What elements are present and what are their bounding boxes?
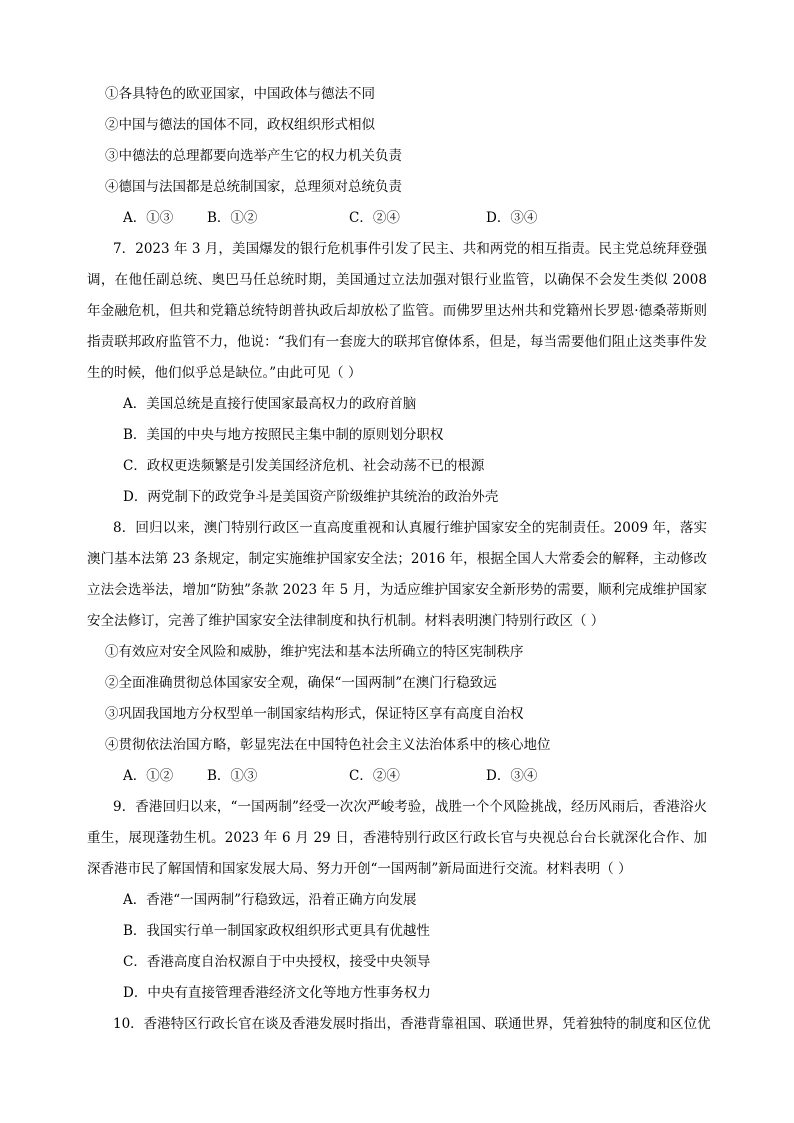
question-9 <box>87 792 707 1009</box>
q7-choice-b: B．美国的中央与地方按照民主集中制的原则划分职权 <box>123 427 444 443</box>
q8-stem: 8．回归以来，澳门特别行政区一直高度重视和认真履行维护国家安全的宪制责任。2009 年，落实澳门基本法第 23 条规定，制定实施维护国家安全法；2016 年，根据全国人大常委会的解释，主动修改立法会选举法，增加“防独”条款 2023 年 5 月，为适应维护国家安全新形势的需要，顺利完成维护国家安全法修订，完善了维护国家安全法律制度和执行机制。材料表明澳门特别行政区（ ） <box>87 520 707 629</box>
q8-option-3: ③巩固我国地方分权型单一制国家结构形式，保证特区享有高度自治权 <box>105 706 524 722</box>
q6-answer-c: C．②④ <box>349 210 400 226</box>
q9-choice-c: C．香港高度自治权源自于中央授权，接受中央领导 <box>123 954 431 970</box>
q10-stem: 10．香港特区行政长官在谈及香港发展时指出，香港背靠祖国、联通世界，凭着独特的制度和区位优 <box>113 1016 711 1032</box>
q9-choice-b: B．我国实行单一制国家政权组织形式更具有优越性 <box>123 923 430 939</box>
page-content <box>87 79 711 1040</box>
q6-answer-d: D．③④ <box>486 210 538 226</box>
q7-choice-a: A．美国总统是直接行使国家最高权力的政府首脑 <box>123 396 417 412</box>
q8-option-4: ④贯彻依法治国方略，彰显宪法在中国特色社会主义法治体系中的核心地位 <box>105 737 551 753</box>
q7-choice-d: D．两党制下的政党争斗是美国资产阶级维护其统治的政治外壳 <box>123 489 499 505</box>
q8-option-1: ①有效应对安全风险和威胁，维护宪法和基本法所确立的特区宪制秩序 <box>105 644 524 660</box>
q8-answer-a: A．①② <box>123 768 174 784</box>
question-8 <box>87 513 707 792</box>
q6-option-4: ④德国与法国都是总统制国家，总理须对总统负责 <box>105 179 402 195</box>
question-10 <box>87 1009 711 1040</box>
question-7 <box>87 234 707 513</box>
q9-choice-d: D．中央有直接管理香港经济文化等地方性事务权力 <box>123 985 431 1001</box>
q6-answer-b: B．①② <box>207 210 258 226</box>
q8-answer-b: B．①③ <box>207 768 258 784</box>
q6-option-2: ②中国与德法的国体不同，政权组织形式相似 <box>105 117 375 133</box>
q6-option-1: ①各具特色的欧亚国家，中国政体与德法不同 <box>105 86 375 102</box>
q7-stem: 7．2023 年 3 月，美国爆发的银行危机事件引发了民主、共和两党的相互指责。民主党总统拜登强调，在他任副总统、奥巴马任总统时期，美国通过立法加强对银行业监管，以确保不会发生类似 2008 年金融危机，但共和党籍总统特朗普执政后却放松了监管。而佛罗里达州共和党籍州长罗恩·德桑蒂斯则指责联邦政府监管不力，他说：“我们有一套庞大的联邦官僚体系，但是，每当需要他们阻止这类事件发生的时候，他们似乎总是缺位。”由此可见（ ） <box>87 241 707 381</box>
q6-answer-row <box>87 203 707 234</box>
q6-option-3: ③中德法的总理都要向选举产生它的权力机关负责 <box>105 148 402 164</box>
question-6-tail <box>87 79 707 234</box>
q8-answer-d: D．③④ <box>486 768 538 784</box>
q8-answer-row <box>87 761 707 792</box>
q8-answer-c: C．②④ <box>349 768 400 784</box>
q7-choice-c: C．政权更迭频繁是引发美国经济危机、社会动荡不已的根源 <box>123 458 485 474</box>
q9-stem: 9．香港回归以来，“一国两制”经受一次次严峻考验，战胜一个个风险挑战，经历风雨后，香港浴火重生，展现蓬勃生机。2023 年 6 月 29 日，香港特别行政区行政长官与央视总台台长就深化合作、加深香港市民了解国情和国家发展大局、努力开创“一国两制”新局面进行交流。材料表明（ ） <box>87 799 707 877</box>
q6-answer-a: A．①③ <box>123 210 174 226</box>
q9-choice-a: A．香港“一国两制”行稳致远，沿着正确方向发展 <box>123 892 417 908</box>
q8-option-2: ②全面准确贯彻总体国家安全观，确保“一国两制”在澳门行稳致远 <box>105 675 497 691</box>
